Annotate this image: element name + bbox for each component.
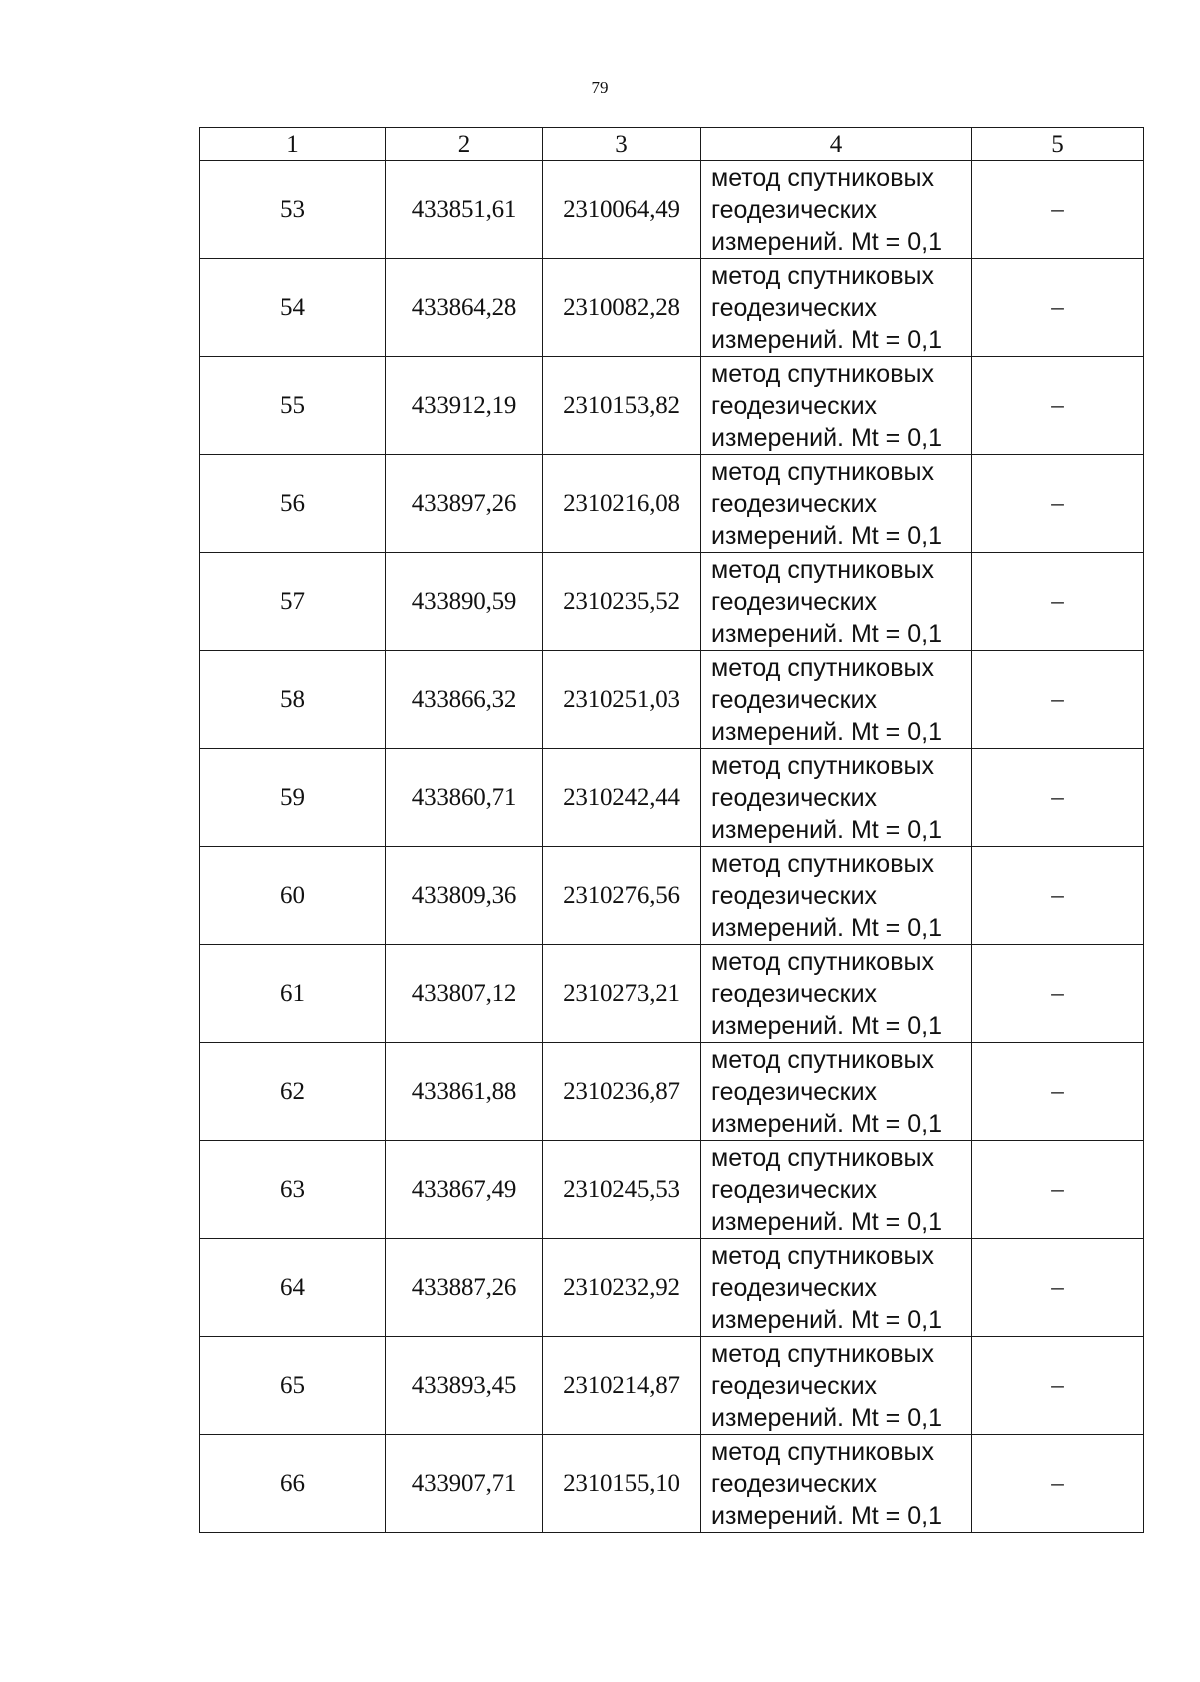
coordinate-y: 2310242,44 xyxy=(543,749,701,847)
method-line: измерений. Mt = 0,1 xyxy=(711,423,942,452)
coordinate-y: 2310082,28 xyxy=(543,259,701,357)
method-line: геодезических xyxy=(711,881,878,910)
table-body xyxy=(200,161,1144,1533)
method-line: измерений. Mt = 0,1 xyxy=(711,717,942,746)
method-line: геодезических xyxy=(711,783,878,812)
coordinate-y: 2310236,87 xyxy=(543,1043,701,1141)
header-row xyxy=(200,128,1144,161)
header-col-1: 1 xyxy=(200,128,386,161)
note-dash: – xyxy=(972,161,1144,259)
table-row xyxy=(200,1141,1144,1239)
coordinate-y: 2310216,08 xyxy=(543,455,701,553)
method-line: геодезических xyxy=(711,1371,878,1400)
method-line: измерений. Mt = 0,1 xyxy=(711,1109,942,1138)
method-line: измерений. Mt = 0,1 xyxy=(711,815,942,844)
table-row xyxy=(200,259,1144,357)
page-number: 79 xyxy=(591,78,609,97)
method-line: метод спутниковых xyxy=(711,1437,934,1466)
method-line: геодезических xyxy=(711,195,878,224)
table-row xyxy=(200,1239,1144,1337)
coordinate-x: 433860,71 xyxy=(386,749,543,847)
method-line: метод спутниковых xyxy=(711,457,934,486)
note-dash: – xyxy=(972,1239,1144,1337)
table-row xyxy=(200,161,1144,259)
coordinate-y: 2310235,52 xyxy=(543,553,701,651)
point-number: 58 xyxy=(200,651,386,749)
point-number: 55 xyxy=(200,357,386,455)
note-dash: – xyxy=(972,455,1144,553)
coordinate-x: 433866,32 xyxy=(386,651,543,749)
point-number: 56 xyxy=(200,455,386,553)
note-dash: – xyxy=(972,847,1144,945)
coordinate-x: 433867,49 xyxy=(386,1141,543,1239)
measurement-method xyxy=(701,1141,972,1239)
coordinate-y: 2310155,10 xyxy=(543,1435,701,1533)
method-line: метод спутниковых xyxy=(711,751,934,780)
method-line: геодезических xyxy=(711,979,878,1008)
header-col-3: 3 xyxy=(543,128,701,161)
method-line: измерений. Mt = 0,1 xyxy=(711,619,942,648)
measurement-method xyxy=(701,357,972,455)
table-header xyxy=(200,128,1144,161)
method-line: метод спутниковых xyxy=(711,1143,934,1172)
measurement-method xyxy=(701,1435,972,1533)
method-line: измерений. Mt = 0,1 xyxy=(711,1403,942,1432)
note-dash: – xyxy=(972,259,1144,357)
method-line: метод спутниковых xyxy=(711,947,934,976)
measurement-method xyxy=(701,847,972,945)
table-row xyxy=(200,847,1144,945)
method-line: метод спутниковых xyxy=(711,163,934,192)
method-line: метод спутниковых xyxy=(711,653,934,682)
coordinate-x: 433809,36 xyxy=(386,847,543,945)
point-number: 61 xyxy=(200,945,386,1043)
method-line: геодезических xyxy=(711,489,878,518)
method-line: геодезических xyxy=(711,685,878,714)
coordinate-y: 2310153,82 xyxy=(543,357,701,455)
method-line: метод спутниковых xyxy=(711,1045,934,1074)
coordinate-x: 433890,59 xyxy=(386,553,543,651)
note-dash: – xyxy=(972,1435,1144,1533)
table-row xyxy=(200,553,1144,651)
method-line: метод спутниковых xyxy=(711,1241,934,1270)
table-row xyxy=(200,1435,1144,1533)
coordinate-y: 2310214,87 xyxy=(543,1337,701,1435)
header-col-4: 4 xyxy=(701,128,972,161)
method-line: измерений. Mt = 0,1 xyxy=(711,1207,942,1236)
method-line: геодезических xyxy=(711,1077,878,1106)
method-line: геодезических xyxy=(711,293,878,322)
note-dash: – xyxy=(972,651,1144,749)
method-line: измерений. Mt = 0,1 xyxy=(711,1501,942,1530)
coordinate-x: 433851,61 xyxy=(386,161,543,259)
point-number: 65 xyxy=(200,1337,386,1435)
coordinate-x: 433912,19 xyxy=(386,357,543,455)
coordinate-x: 433907,71 xyxy=(386,1435,543,1533)
note-dash: – xyxy=(972,749,1144,847)
header-col-5: 5 xyxy=(972,128,1144,161)
coordinate-y: 2310276,56 xyxy=(543,847,701,945)
point-number: 63 xyxy=(200,1141,386,1239)
coordinates-table xyxy=(199,127,1144,1533)
method-line: метод спутниковых xyxy=(711,555,934,584)
table-row xyxy=(200,1043,1144,1141)
table-row xyxy=(200,357,1144,455)
method-line: метод спутниковых xyxy=(711,849,934,878)
measurement-method xyxy=(701,455,972,553)
table-row xyxy=(200,651,1144,749)
method-line: метод спутниковых xyxy=(711,359,934,388)
table-row xyxy=(200,749,1144,847)
point-number: 54 xyxy=(200,259,386,357)
measurement-method xyxy=(701,945,972,1043)
method-line: измерений. Mt = 0,1 xyxy=(711,521,942,550)
measurement-method xyxy=(701,161,972,259)
method-line: геодезических xyxy=(711,1175,878,1204)
measurement-method xyxy=(701,1337,972,1435)
point-number: 66 xyxy=(200,1435,386,1533)
header-col-2: 2 xyxy=(386,128,543,161)
coordinate-y: 2310232,92 xyxy=(543,1239,701,1337)
coordinate-x: 433893,45 xyxy=(386,1337,543,1435)
measurement-method xyxy=(701,1239,972,1337)
measurement-method xyxy=(701,259,972,357)
coordinate-y: 2310251,03 xyxy=(543,651,701,749)
coordinate-y: 2310273,21 xyxy=(543,945,701,1043)
measurement-method xyxy=(701,553,972,651)
coordinate-y: 2310245,53 xyxy=(543,1141,701,1239)
note-dash: – xyxy=(972,357,1144,455)
method-line: геодезических xyxy=(711,1273,878,1302)
measurement-method xyxy=(701,749,972,847)
method-line: измерений. Mt = 0,1 xyxy=(711,325,942,354)
note-dash: – xyxy=(972,945,1144,1043)
coordinate-x: 433864,28 xyxy=(386,259,543,357)
method-line: измерений. Mt = 0,1 xyxy=(711,913,942,942)
coordinate-x: 433887,26 xyxy=(386,1239,543,1337)
method-line: измерений. Mt = 0,1 xyxy=(711,1305,942,1334)
note-dash: – xyxy=(972,1337,1144,1435)
point-number: 62 xyxy=(200,1043,386,1141)
point-number: 53 xyxy=(200,161,386,259)
coordinate-x: 433861,88 xyxy=(386,1043,543,1141)
method-line: измерений. Mt = 0,1 xyxy=(711,227,942,256)
note-dash: – xyxy=(972,1141,1144,1239)
measurement-method xyxy=(701,651,972,749)
coordinate-y: 2310064,49 xyxy=(543,161,701,259)
method-line: измерений. Mt = 0,1 xyxy=(711,1011,942,1040)
table-row xyxy=(200,1337,1144,1435)
coordinate-x: 433807,12 xyxy=(386,945,543,1043)
point-number: 60 xyxy=(200,847,386,945)
point-number: 59 xyxy=(200,749,386,847)
point-number: 64 xyxy=(200,1239,386,1337)
coordinate-x: 433897,26 xyxy=(386,455,543,553)
method-line: метод спутниковых xyxy=(711,1339,934,1368)
method-line: метод спутниковых xyxy=(711,261,934,290)
method-line: геодезических xyxy=(711,587,878,616)
method-line: геодезических xyxy=(711,391,878,420)
table-row xyxy=(200,945,1144,1043)
note-dash: – xyxy=(972,1043,1144,1141)
method-line: геодезических xyxy=(711,1469,878,1498)
note-dash: – xyxy=(972,553,1144,651)
measurement-method xyxy=(701,1043,972,1141)
table-row xyxy=(200,455,1144,553)
point-number: 57 xyxy=(200,553,386,651)
